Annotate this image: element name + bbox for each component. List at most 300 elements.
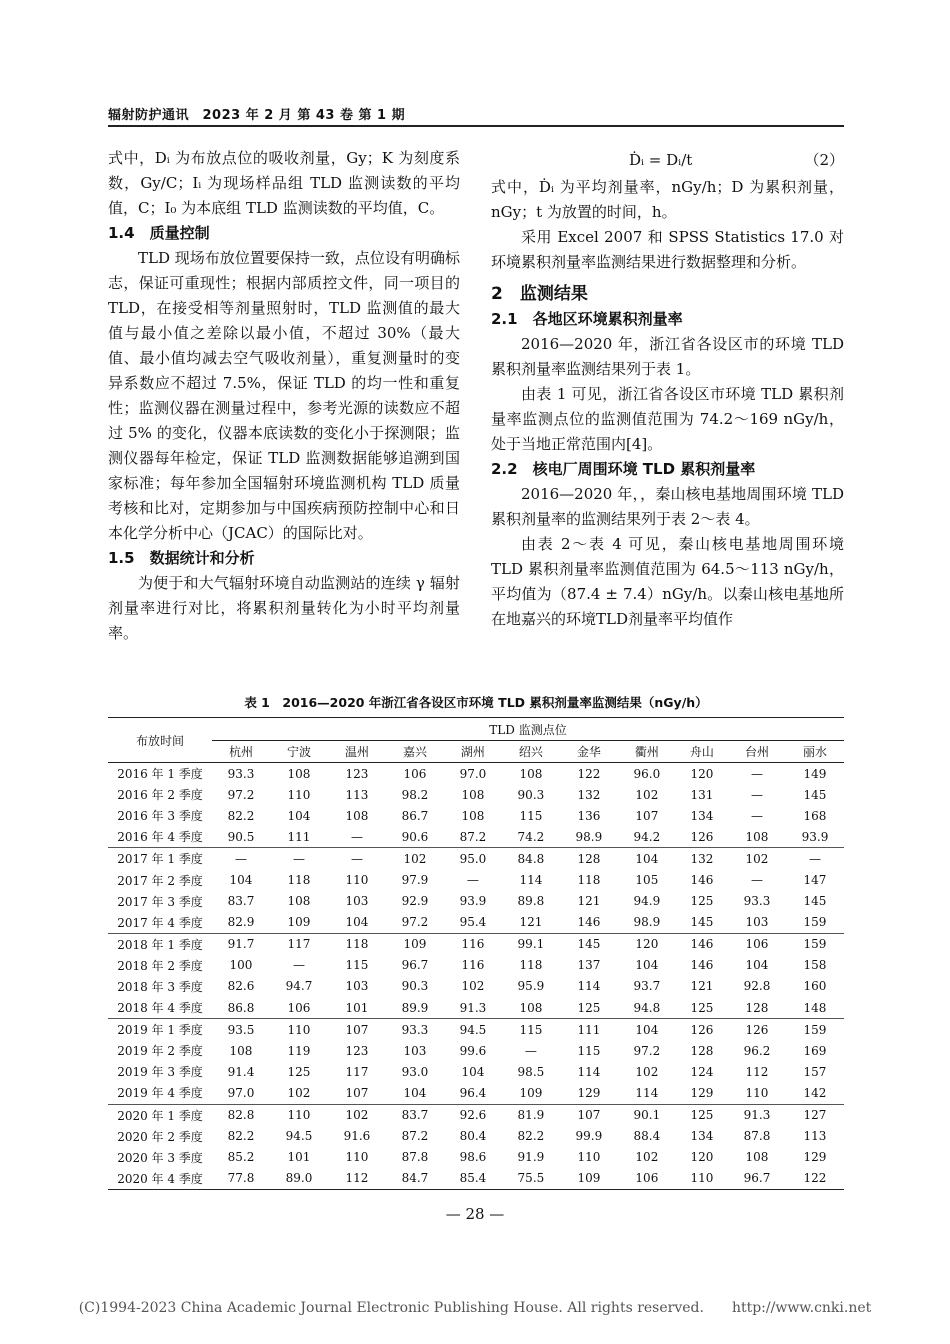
value-cell: 97.2 bbox=[401, 915, 429, 930]
table-row bbox=[108, 1082, 844, 1104]
value-cell: 107 bbox=[328, 1019, 386, 1041]
value-cell: 102 bbox=[635, 1064, 659, 1079]
value-cell: 122 bbox=[577, 766, 601, 781]
value-cell: 84.8 bbox=[502, 848, 560, 870]
value-cell: 104 bbox=[461, 1064, 485, 1079]
section-heading-2: 2 监测结果 bbox=[491, 284, 588, 304]
value-cell: 160 bbox=[803, 979, 827, 994]
value-cell: 93.3 bbox=[743, 894, 771, 909]
table-row bbox=[108, 826, 844, 848]
value-cell: 99.1 bbox=[502, 933, 560, 955]
column-group-header: TLD 监测点位 bbox=[212, 718, 844, 741]
left-column bbox=[108, 146, 460, 646]
value-cell: 94.2 bbox=[633, 829, 661, 844]
value-cell: 92.8 bbox=[743, 979, 771, 994]
value-cell: 86.7 bbox=[401, 808, 429, 823]
value-cell: 87.8 bbox=[401, 1150, 429, 1165]
value-cell: 101 bbox=[287, 1150, 311, 1165]
value-cell: — bbox=[270, 848, 328, 870]
value-cell: 102 bbox=[287, 1085, 311, 1100]
value-cell: 146 bbox=[676, 933, 728, 955]
value-cell: 108 bbox=[287, 766, 311, 781]
value-cell: 159 bbox=[786, 933, 844, 955]
value-cell: 104 bbox=[618, 848, 676, 870]
value-cell: 117 bbox=[270, 933, 328, 955]
city-header: 温州 bbox=[328, 741, 386, 763]
value-cell: 128 bbox=[560, 848, 618, 870]
value-cell: 108 bbox=[461, 787, 485, 802]
value-cell: 90.5 bbox=[227, 829, 255, 844]
value-cell: 81.9 bbox=[502, 1104, 560, 1126]
city-header: 绍兴 bbox=[502, 741, 560, 763]
value-cell: — bbox=[292, 958, 305, 973]
row-time-cell: 2018 年 2 季度 bbox=[117, 958, 203, 973]
value-cell: 99.9 bbox=[575, 1129, 603, 1144]
value-cell: 89.8 bbox=[517, 894, 545, 909]
value-cell: — bbox=[750, 787, 763, 802]
value-cell: 105 bbox=[635, 873, 659, 888]
value-cell: 146 bbox=[690, 873, 714, 888]
right-paragraph-5: 2016—2020 年，，秦山核电基地周围环境 TLD 累积剂量率的监测结果列于表 2～表 4。 bbox=[491, 485, 844, 528]
value-cell: — bbox=[750, 873, 763, 888]
value-cell: 116 bbox=[461, 958, 485, 973]
table-row bbox=[108, 912, 844, 934]
value-cell: 87.2 bbox=[459, 829, 487, 844]
row-time-cell: 2018 年 4 季度 bbox=[117, 1001, 203, 1016]
value-cell: 94.7 bbox=[285, 979, 313, 994]
table-row bbox=[108, 955, 844, 976]
section-heading-1-4: 1.4 质量控制 bbox=[108, 224, 210, 242]
table-row bbox=[108, 1040, 844, 1061]
value-cell: 103 bbox=[345, 979, 369, 994]
value-cell: 88.4 bbox=[633, 1129, 661, 1144]
row-time-cell: 2019 年 1 季度 bbox=[108, 1019, 212, 1041]
value-cell: 158 bbox=[803, 958, 827, 973]
value-cell: — bbox=[750, 766, 763, 781]
value-cell: 84.7 bbox=[401, 1171, 429, 1186]
value-cell: 104 bbox=[345, 915, 369, 930]
value-cell: 148 bbox=[803, 1000, 827, 1015]
value-cell: 124 bbox=[690, 1064, 714, 1079]
value-cell: 122 bbox=[803, 1171, 827, 1186]
value-cell: 111 bbox=[287, 829, 311, 844]
value-cell: 126 bbox=[728, 1019, 786, 1041]
value-cell: 103 bbox=[745, 915, 769, 930]
value-cell: 147 bbox=[803, 873, 827, 888]
table-row bbox=[108, 869, 844, 890]
table-row bbox=[108, 1104, 844, 1126]
value-cell: 113 bbox=[803, 1129, 827, 1144]
value-cell: 128 bbox=[745, 1000, 769, 1015]
value-cell: 120 bbox=[690, 766, 714, 781]
value-cell: 114 bbox=[635, 1085, 659, 1100]
value-cell: 123 bbox=[345, 1043, 369, 1058]
value-cell: 114 bbox=[577, 979, 601, 994]
table-row bbox=[108, 1126, 844, 1147]
value-cell: 145 bbox=[690, 915, 714, 930]
value-cell: 98.6 bbox=[459, 1150, 487, 1165]
value-cell: 77.8 bbox=[227, 1171, 255, 1186]
value-cell: 91.6 bbox=[343, 1129, 371, 1144]
table-row bbox=[108, 933, 844, 955]
table-caption: 表 1 2016—2020 年浙江省各设区市环境 TLD 累积剂量率监测结果（nGy/h） bbox=[244, 695, 708, 710]
equation-number: （2） bbox=[804, 151, 844, 169]
value-cell: 108 bbox=[461, 808, 485, 823]
value-cell: 125 bbox=[287, 1064, 311, 1079]
value-cell: 129 bbox=[690, 1085, 714, 1100]
value-cell: 110 bbox=[270, 1104, 328, 1126]
value-cell: 108 bbox=[229, 1043, 253, 1058]
value-cell: 110 bbox=[287, 787, 311, 802]
right-paragraph-2: 采用 Excel 2007 和 SPSS Statistics 17.0 对环境累积剂量率监测结果进行数据整理和分析。 bbox=[491, 228, 844, 271]
value-cell: 117 bbox=[345, 1064, 369, 1079]
value-cell: 145 bbox=[803, 894, 827, 909]
value-cell: 85.4 bbox=[459, 1171, 487, 1186]
value-cell: 128 bbox=[690, 1043, 714, 1058]
table-row bbox=[108, 1147, 844, 1168]
row-time-cell: 2020 年 4 季度 bbox=[117, 1171, 203, 1186]
value-cell: 91.3 bbox=[459, 1000, 487, 1015]
section-heading-2-2: 2.2 核电厂周围环境 TLD 累积剂量率 bbox=[491, 460, 756, 478]
header-rule bbox=[108, 125, 844, 127]
page-number: — 28 — bbox=[445, 1205, 505, 1223]
table-body bbox=[108, 763, 844, 1190]
row-time-cell: 2016 年 4 季度 bbox=[117, 830, 203, 845]
value-cell: 94.8 bbox=[633, 1000, 661, 1015]
value-cell: 159 bbox=[786, 1019, 844, 1041]
value-cell: 96.7 bbox=[401, 958, 429, 973]
value-cell: 94.9 bbox=[633, 894, 661, 909]
value-cell: 109 bbox=[386, 933, 444, 955]
value-cell: 109 bbox=[287, 915, 311, 930]
value-cell: 146 bbox=[577, 915, 601, 930]
value-cell: 121 bbox=[690, 979, 714, 994]
value-cell: 108 bbox=[745, 1150, 769, 1165]
value-cell: 93.9 bbox=[459, 894, 487, 909]
value-cell: 93.9 bbox=[801, 829, 829, 844]
value-cell: 97.2 bbox=[227, 787, 255, 802]
value-cell: 126 bbox=[676, 1019, 728, 1041]
value-cell: 80.4 bbox=[459, 1129, 487, 1144]
row-time-cell: 2017 年 1 季度 bbox=[108, 848, 212, 870]
city-header: 湖州 bbox=[444, 741, 502, 763]
city-header: 台州 bbox=[728, 741, 786, 763]
left-paragraph-3: 为便于和大气辐射环境自动监测站的连续 γ 辐射剂量率进行对比，将累积剂量转化为小时平均剂量率。 bbox=[108, 574, 460, 642]
value-cell: 112 bbox=[745, 1064, 769, 1079]
value-cell: 110 bbox=[690, 1171, 714, 1186]
equation-text: Ḋᵢ = Dᵢ/t bbox=[629, 151, 693, 169]
row-time-cell: 2017 年 4 季度 bbox=[117, 915, 203, 930]
row-time-cell: 2020 年 1 季度 bbox=[108, 1104, 212, 1126]
value-cell: 106 bbox=[403, 766, 427, 781]
value-cell: 114 bbox=[519, 873, 543, 888]
city-header: 丽水 bbox=[786, 741, 844, 763]
value-cell: 145 bbox=[803, 787, 827, 802]
value-cell: 99.6 bbox=[459, 1043, 487, 1058]
value-cell: — bbox=[786, 848, 844, 870]
row-time-cell: 2016 年 1 季度 bbox=[117, 767, 203, 782]
value-cell: 108 bbox=[287, 894, 311, 909]
value-cell: 157 bbox=[803, 1064, 827, 1079]
value-cell: 92.6 bbox=[444, 1104, 502, 1126]
value-cell: 116 bbox=[444, 933, 502, 955]
value-cell: 90.3 bbox=[517, 787, 545, 802]
value-cell: 129 bbox=[803, 1150, 827, 1165]
value-cell: 118 bbox=[287, 873, 311, 888]
value-cell: 96.7 bbox=[743, 1171, 771, 1186]
value-cell: 102 bbox=[635, 787, 659, 802]
value-cell: 97.2 bbox=[633, 1043, 661, 1058]
city-header: 杭州 bbox=[212, 741, 270, 763]
table-row bbox=[108, 1019, 844, 1041]
value-cell: 96.2 bbox=[743, 1043, 771, 1058]
value-cell: 93.3 bbox=[227, 766, 255, 781]
city-header: 舟山 bbox=[676, 741, 728, 763]
value-cell: 104 bbox=[287, 808, 311, 823]
value-cell: 118 bbox=[519, 958, 543, 973]
value-cell: 98.9 bbox=[633, 915, 661, 930]
value-cell: 74.2 bbox=[517, 829, 545, 844]
value-cell: 132 bbox=[676, 848, 728, 870]
value-cell: 82.2 bbox=[517, 1129, 545, 1144]
value-cell: 134 bbox=[690, 808, 714, 823]
right-paragraph-1: 式中，Ḋᵢ 为平均剂量率，nGy/h；D 为累积剂量，nGy；t 为放置的时间，h。 bbox=[491, 178, 844, 221]
value-cell: 115 bbox=[519, 808, 543, 823]
value-cell: 106 bbox=[635, 1171, 659, 1186]
value-cell: 87.8 bbox=[743, 1129, 771, 1144]
value-cell: 86.8 bbox=[227, 1000, 255, 1015]
table-row bbox=[108, 891, 844, 912]
value-cell: 145 bbox=[560, 933, 618, 955]
value-cell: 118 bbox=[577, 873, 601, 888]
value-cell: 121 bbox=[577, 894, 601, 909]
value-cell: 146 bbox=[690, 958, 714, 973]
row-time-cell: 2019 年 2 季度 bbox=[117, 1044, 203, 1059]
city-header: 衢州 bbox=[618, 741, 676, 763]
value-cell: 121 bbox=[519, 915, 543, 930]
value-cell: 82.2 bbox=[227, 808, 255, 823]
value-cell: 169 bbox=[803, 1043, 827, 1058]
value-cell: 103 bbox=[403, 1043, 427, 1058]
value-cell: 89.0 bbox=[285, 1171, 313, 1186]
value-cell: 168 bbox=[803, 808, 827, 823]
value-cell: 92.9 bbox=[401, 894, 429, 909]
city-header-row bbox=[108, 741, 844, 763]
row-time-cell: 2019 年 3 季度 bbox=[117, 1065, 203, 1080]
data-table bbox=[108, 717, 844, 1190]
value-cell: 103 bbox=[345, 894, 369, 909]
value-cell: 93.7 bbox=[633, 979, 661, 994]
value-cell: 125 bbox=[690, 894, 714, 909]
value-cell: 118 bbox=[328, 933, 386, 955]
value-cell: 96.0 bbox=[633, 766, 661, 781]
value-cell: — bbox=[466, 873, 479, 888]
city-header: 嘉兴 bbox=[386, 741, 444, 763]
value-cell: 102 bbox=[328, 1104, 386, 1126]
value-cell: 129 bbox=[577, 1085, 601, 1100]
value-cell: 93.5 bbox=[212, 1019, 270, 1041]
value-cell: 134 bbox=[690, 1129, 714, 1144]
left-paragraph-2: TLD 现场布放位置要保持一致，点位设有明确标志，保证可重现性；根据内部质控文件，同一项目的 TLD，在接受相等剂量照射时，TLD 监测值的最大值与最小值之差除以最小值，不超过 30%（最大值、最小值均减去空气吸收剂量），重复测量时的变异系数应不超过 7.5%，保证 TLD 的均一性和重复性；监测仪器在测量过程中，参考光源的读数应不超过 5% 的变化，仪器本底读数的变化小于探测限；监测仪器每年检定，保证 TLD 监测数据能够追溯到国家标准；每年参加全国辐射环境监测机构 TLD 质量考核和比对，定期参加与中国疾病预防控制中心和日本化学分析中心（JCAC）的国际比对。 bbox=[108, 249, 460, 542]
value-cell: 102 bbox=[728, 848, 786, 870]
right-column bbox=[491, 148, 844, 632]
table-row bbox=[108, 763, 844, 785]
copyright-notice: (C)1994-2023 China Academic Journal Electronic Publishing House. All rights reserved. http://www.cnki.net bbox=[78, 1300, 872, 1316]
value-cell: 97.9 bbox=[401, 873, 429, 888]
value-cell: 82.8 bbox=[212, 1104, 270, 1126]
table-row bbox=[108, 1061, 844, 1082]
value-cell: 112 bbox=[345, 1171, 369, 1186]
value-cell: — bbox=[212, 848, 270, 870]
value-cell: 137 bbox=[577, 958, 601, 973]
value-cell: 113 bbox=[345, 787, 369, 802]
value-cell: 90.1 bbox=[618, 1104, 676, 1126]
value-cell: 83.7 bbox=[386, 1104, 444, 1126]
value-cell: 91.7 bbox=[212, 933, 270, 955]
value-cell: 114 bbox=[577, 1064, 601, 1079]
value-cell: 115 bbox=[502, 1019, 560, 1041]
table-row bbox=[108, 976, 844, 997]
value-cell: 89.9 bbox=[401, 1000, 429, 1015]
row-time-cell: 2017 年 3 季度 bbox=[117, 894, 203, 909]
value-cell: 110 bbox=[345, 873, 369, 888]
city-header: 宁波 bbox=[270, 741, 328, 763]
value-cell: 125 bbox=[676, 1104, 728, 1126]
value-cell: 85.2 bbox=[227, 1150, 255, 1165]
value-cell: 107 bbox=[345, 1085, 369, 1100]
table-row bbox=[108, 997, 844, 1019]
value-cell: 102 bbox=[386, 848, 444, 870]
value-cell: — bbox=[524, 1043, 537, 1058]
value-cell: 107 bbox=[560, 1104, 618, 1126]
value-cell: 106 bbox=[287, 1000, 311, 1015]
value-cell: 115 bbox=[577, 1043, 601, 1058]
city-header: 金华 bbox=[560, 741, 618, 763]
value-cell: 149 bbox=[803, 766, 827, 781]
value-cell: 108 bbox=[745, 829, 769, 844]
value-cell: 91.9 bbox=[517, 1150, 545, 1165]
value-cell: 125 bbox=[577, 1000, 601, 1015]
value-cell: 97.0 bbox=[459, 766, 487, 781]
right-paragraph-4: 由表 1 可见，浙江省各设区市环境 TLD 累积剂量率监测点位的监测值范围为 74.2～169 nGy/h，处于当地正常范围内[4]。 bbox=[491, 385, 844, 453]
value-cell: 109 bbox=[519, 1085, 543, 1100]
value-cell: 95.0 bbox=[444, 848, 502, 870]
value-cell: 91.4 bbox=[227, 1064, 255, 1079]
value-cell: 82.9 bbox=[227, 915, 255, 930]
value-cell: 97.0 bbox=[227, 1085, 255, 1100]
value-cell: 90.3 bbox=[401, 979, 429, 994]
value-cell: 111 bbox=[560, 1019, 618, 1041]
table-row bbox=[108, 848, 844, 870]
value-cell: 95.9 bbox=[517, 979, 545, 994]
value-cell: 100 bbox=[229, 958, 253, 973]
value-cell: 115 bbox=[345, 958, 369, 973]
value-cell: 136 bbox=[577, 808, 601, 823]
right-paragraph-6: 由表 2～表 4 可见，秦山核电基地周围环境 TLD 累积剂量率监测值范围为 64.5～113 nGy/h，平均值为（87.4 ± 7.4）nGy/h。以秦山核电基地所在地嘉兴的环境TLD剂量率平均值作 bbox=[491, 535, 844, 628]
row-time-cell: 2020 年 2 季度 bbox=[117, 1129, 203, 1144]
value-cell: 107 bbox=[635, 808, 659, 823]
value-cell: 110 bbox=[577, 1150, 601, 1165]
value-cell: — bbox=[750, 808, 763, 823]
row-time-cell: 2016 年 3 季度 bbox=[117, 809, 203, 824]
value-cell: 120 bbox=[690, 1150, 714, 1165]
value-cell: 125 bbox=[690, 1000, 714, 1015]
value-cell: 126 bbox=[690, 829, 714, 844]
value-cell: 102 bbox=[635, 1150, 659, 1165]
value-cell: 110 bbox=[345, 1150, 369, 1165]
value-cell: 109 bbox=[577, 1171, 601, 1186]
value-cell: 104 bbox=[618, 1019, 676, 1041]
row-time-cell: 2017 年 2 季度 bbox=[117, 873, 203, 888]
row-time-cell: 2018 年 3 季度 bbox=[117, 979, 203, 994]
section-heading-2-1: 2.1 各地区环境累积剂量率 bbox=[491, 310, 683, 328]
value-cell: 96.4 bbox=[459, 1085, 487, 1100]
value-cell: 108 bbox=[519, 766, 543, 781]
row-time-cell: 2019 年 4 季度 bbox=[117, 1086, 203, 1101]
value-cell: 93.3 bbox=[386, 1019, 444, 1041]
equation-2 bbox=[491, 148, 844, 175]
value-cell: 98.2 bbox=[401, 787, 429, 802]
row-time-cell: 2018 年 1 季度 bbox=[108, 933, 212, 955]
value-cell: 75.5 bbox=[517, 1171, 545, 1186]
value-cell: 87.2 bbox=[401, 1129, 429, 1144]
value-cell: 82.6 bbox=[227, 979, 255, 994]
value-cell: 101 bbox=[345, 1000, 369, 1015]
value-cell: 159 bbox=[803, 915, 827, 930]
right-paragraph-3: 2016—2020 年，浙江省各设区市的环境 TLD 累积剂量率监测结果列于表 1。 bbox=[491, 335, 844, 378]
journal-header: 辐射防护通讯 2023 年 2 月 第 43 卷 第 1 期 bbox=[108, 108, 406, 123]
table-row bbox=[108, 784, 844, 805]
value-cell: 104 bbox=[635, 958, 659, 973]
value-cell: 110 bbox=[270, 1019, 328, 1041]
value-cell: 120 bbox=[618, 933, 676, 955]
value-cell: 127 bbox=[786, 1104, 844, 1126]
value-cell: 83.7 bbox=[227, 894, 255, 909]
column-header-time: 布放时间 bbox=[108, 718, 212, 763]
value-cell: 94.5 bbox=[444, 1019, 502, 1041]
value-cell: 110 bbox=[745, 1085, 769, 1100]
value-cell: 104 bbox=[745, 958, 769, 973]
value-cell: 119 bbox=[287, 1043, 311, 1058]
value-cell: — bbox=[328, 848, 386, 870]
value-cell: — bbox=[350, 829, 363, 844]
section-heading-1-5: 1.5 数据统计和分析 bbox=[108, 549, 255, 567]
value-cell: 93.0 bbox=[401, 1064, 429, 1079]
value-cell: 132 bbox=[577, 787, 601, 802]
table-row bbox=[108, 805, 844, 826]
value-cell: 123 bbox=[345, 766, 369, 781]
value-cell: 90.6 bbox=[401, 829, 429, 844]
value-cell: 94.5 bbox=[285, 1129, 313, 1144]
value-cell: 98.5 bbox=[517, 1064, 545, 1079]
value-cell: 142 bbox=[803, 1085, 827, 1100]
value-cell: 104 bbox=[229, 873, 253, 888]
left-paragraph-1: 式中，Dᵢ 为布放点位的吸收剂量，Gy；K 为刻度系数，Gy/C；Iᵢ 为现场样品组 TLD 监测读数的平均值，C；I₀ 为本底组 TLD 监测读数的平均值，C。 bbox=[108, 149, 460, 217]
value-cell: 108 bbox=[345, 808, 369, 823]
value-cell: 102 bbox=[461, 979, 485, 994]
value-cell: 131 bbox=[690, 787, 714, 802]
row-time-cell: 2016 年 2 季度 bbox=[117, 788, 203, 803]
value-cell: 104 bbox=[403, 1085, 427, 1100]
table-row bbox=[108, 1168, 844, 1190]
value-cell: 108 bbox=[519, 1000, 543, 1015]
row-time-cell: 2020 年 3 季度 bbox=[117, 1150, 203, 1165]
value-cell: 91.3 bbox=[728, 1104, 786, 1126]
value-cell: 95.4 bbox=[459, 915, 487, 930]
value-cell: 106 bbox=[728, 933, 786, 955]
value-cell: 82.2 bbox=[227, 1129, 255, 1144]
value-cell: 98.9 bbox=[575, 829, 603, 844]
